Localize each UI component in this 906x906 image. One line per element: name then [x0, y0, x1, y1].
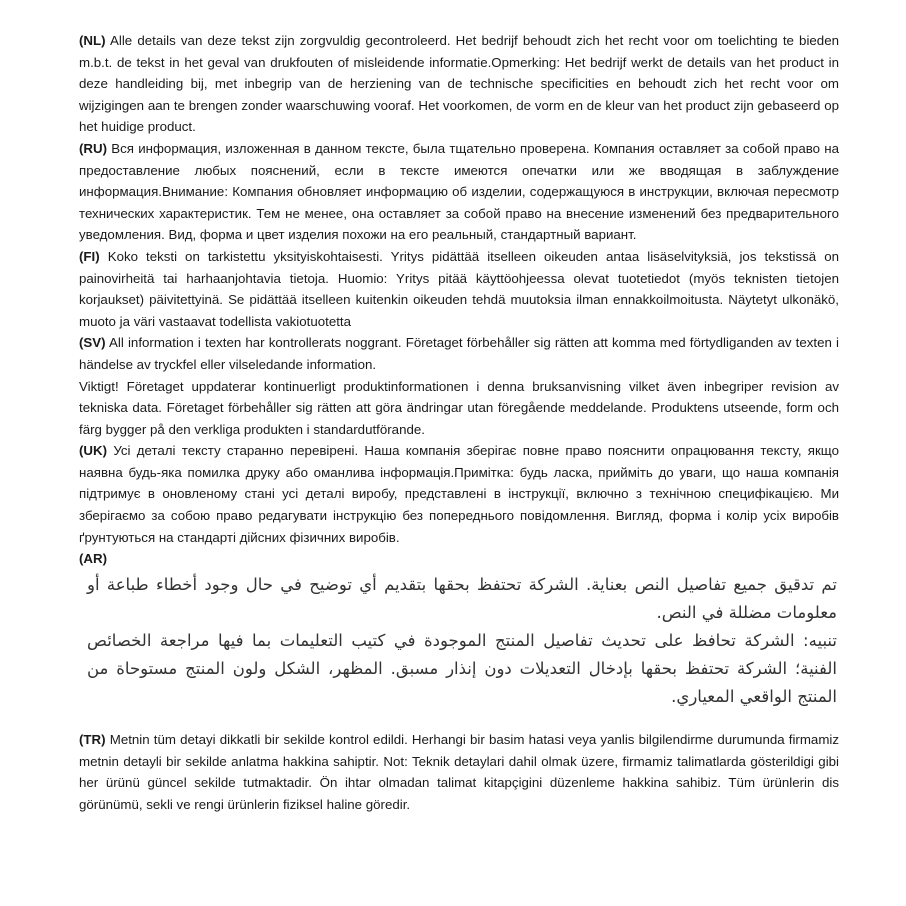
section-ar	[79, 548, 839, 569]
language-code-uk: (UK)	[79, 443, 108, 459]
section-fi-text: Koko teksti on tarkistettu yksityiskohtaisesti. Yritys pidättää itselleen oikeuden antaa lisäselvityksiä, jos tekstissä on painovirheitä tai harhaanjohtavia tietoja. Huomio: Yritys pitää käyttöohjeessa olevat tuotetiedot (myös teknisten tietojen korjaukset) päivitettyinä. Se pidättää itselleen kuitenkin oikeuden tehdä muutoksia ilman ennakkoilmoitusta. Näytetyt ulkonäkö, muoto ja väri vastaavat todellista vakiotuotetta	[79, 248, 840, 329]
section-sv-text-1: All information i texten har kontrollerats noggrant. Företaget förbehåller sig rätten att komma med förtydliganden av texten i händelse av tryckfel eller vilseledande information.	[79, 335, 839, 372]
section-ar-text	[87, 571, 837, 711]
language-code-tr: (TR)	[79, 732, 106, 748]
language-code-fi: (FI)	[79, 248, 100, 264]
section-uk-text: Усі деталі тексту старанно перевірені. Наша компанія зберігає повне право пояснити опрацювання тексту, якщо наявна будь-яка помилка друку або оманлива інформація.Примітка: будь ласка, прийміть до уваги, що наша компанія підтримує в оновленому стані усі деталі виробу, представлені в інструкції, включно з технічною специфікацією. Ми зберігаємо за собою право редагувати інструкцію без попереднього повідомлення. Вигляд, форма і колір усіх виробів ґрунтуються на стандарті дійсних фізичних виробів.	[79, 443, 839, 545]
section-ar-text-1: تم تدقيق جميع تفاصيل النص بعناية. الشركة تحتفظ بحقها بتقديم أي توضيح في حال وجود أخطاء طباعة أو معلومات مضللة في النص.	[87, 575, 837, 623]
section-uk	[79, 440, 839, 548]
section-nl-text: Alle details van deze tekst zijn zorgvuldig gecontroleerd. Het bedrijf behoudt zich het recht voor om toelichting te bieden m.b.t. de tekst in het geval van drukfouten of misleidende informatie.Opmerking: Het bedrijf werkt de details van het product in deze handleiding bij, met inbegrip van de herziening van de technische specificities en behoudt zich het recht voor om wijzigingen aan te brengen zonder waarschuwing vooraf. Het voorkomen, de vorm en de kleur van het product zijn gebaseerd op het huidige product.	[79, 33, 839, 135]
language-code-nl: (NL)	[79, 33, 106, 48]
section-ru-text: Вся информация, изложенная в данном тексте, была тщательно проверена. Компания оставляет за собой право на предоставление любых пояснений, если в тексте имеются опечатки или же вводящая в заблуждение информация.Внимание: Компания обновляет информацию об изделии, содержащуюся в инструкции, включая пересмотр технических характеристик. Тем не менее, она оставляет за собой право на внесение изменений без предварительного уведомления. Вид, форма и цвет изделия похожи на его реальный, стандартный вариант.	[79, 140, 839, 243]
section-sv-text-2: Viktigt! Företaget uppdaterar kontinuerligt produktinformationen i denna bruksanvisning vilket även inbegriper revision av tekniska data. Företaget förbehåller sig rätten att göra ändringar utan föregående meddelande. Produktens utseende, form och färg bygger på den verkliga produkten i standardutförande.	[79, 378, 839, 437]
multilingual-disclaimer	[79, 30, 839, 816]
section-sv-paragraph-1	[79, 332, 839, 375]
section-spacer	[79, 711, 839, 729]
section-tr-text: Metnin tüm detayi dikkatli bir sekilde kontrol edildi. Herhangi bir basim hatasi veya yanlis bilgilendirme durumunda firmamiz metnin detayli bir sekilde anlatma hakkina sahiptir. Not: Teknik detaylari dahil olmak üzere, firmamiz talimatlarda gösterildigi gibi her ürünü güncel sekilde tutmaktadir. Ön ihtar olmadan talimat kitapçigini düzenleme hakkina sahibiz. Tüm ürünlerin dis görünümü, sekli ve rengi ürünlerin fiziksel haline göredir.	[79, 732, 840, 813]
section-tr	[79, 729, 839, 815]
language-code-sv: (SV)	[79, 335, 106, 351]
section-fi	[79, 246, 839, 332]
section-nl	[79, 30, 839, 138]
section-ru	[79, 138, 839, 246]
language-code-ru: (RU)	[79, 140, 108, 156]
section-sv	[79, 332, 839, 440]
section-ar-text-2: تنبيه: الشركة تحافظ على تحديث تفاصيل المنتج الموجودة في كتيب التعليمات بما فيها مراجعة الخصائص الفنية؛ الشركة تحتفظ بحقها بإدخال التعديلات دون إنذار مسبق. المظهر، الشكل ولون المنتج مستوحاة من المنتج الواقعي المعياري.	[87, 631, 837, 707]
language-code-ar: (AR)	[79, 551, 108, 567]
